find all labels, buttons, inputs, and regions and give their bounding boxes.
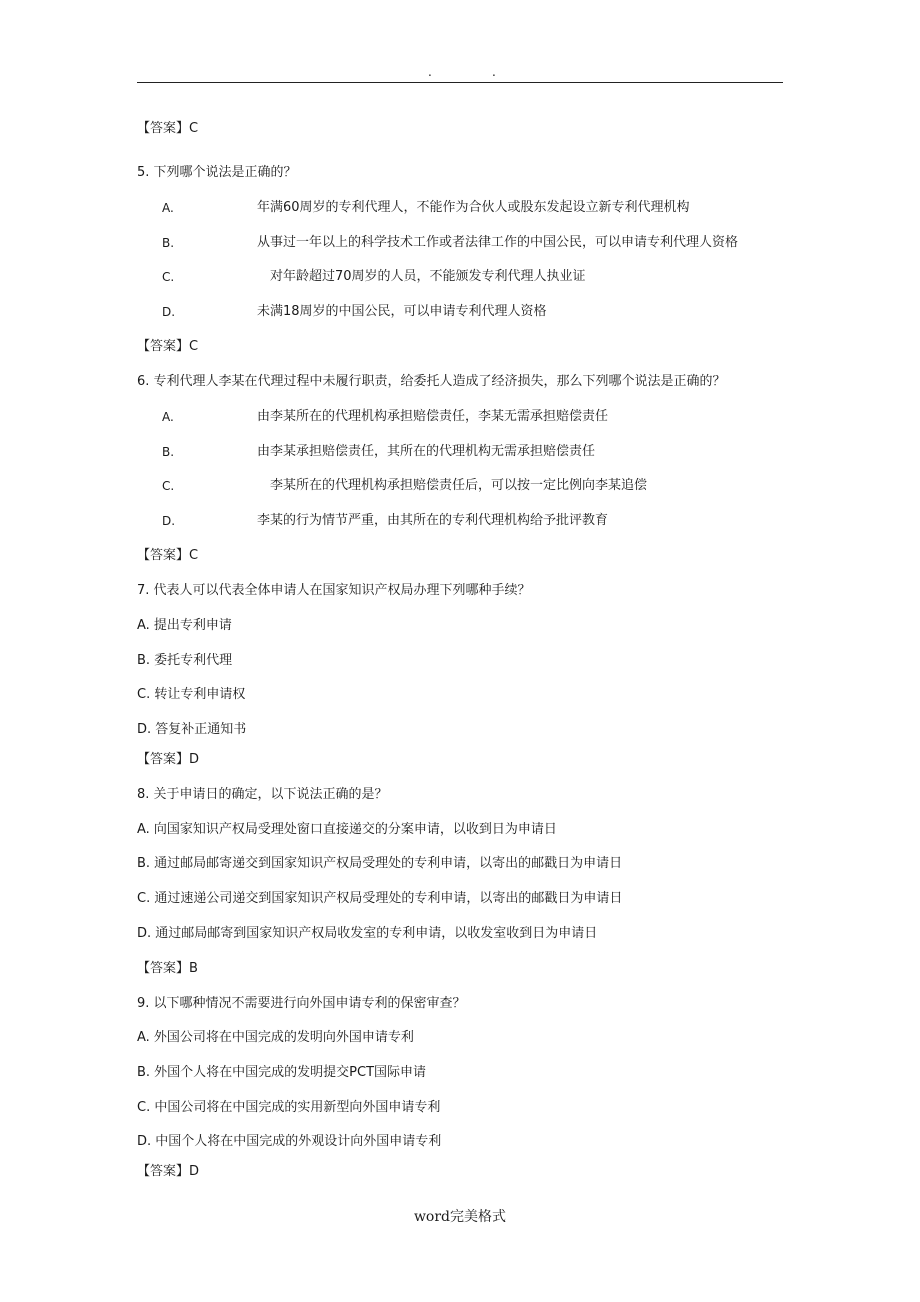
footer-text: word完美格式 — [413, 1209, 507, 1225]
answer-q5: 【答案】C — [137, 339, 199, 354]
q8-option-c: C. 通过速递公司递交到国家知识产权局受理处的专利申请，以寄出的邮戳日为申请日 — [137, 891, 623, 906]
q7-option-c: C. 转让专利申请权 — [137, 687, 246, 702]
q6-option-a-text: 由李某所在的代理机构承担赔偿责任，李某无需承担赔偿责任 — [257, 409, 609, 424]
q5-option-c-letter: C. — [162, 270, 175, 284]
answer-q9: 【答案】D — [137, 1164, 200, 1179]
q7-option-b: B. 委托专利代理 — [137, 653, 233, 668]
q6-option-b-text: 由李某承担赔偿责任，其所在的代理机构无需承担赔偿责任 — [257, 444, 596, 459]
q6-option-d-text: 李某的行为情节严重，由其所在的专利代理机构给予批评教育 — [257, 513, 609, 528]
q6-option-b-letter: B. — [162, 445, 175, 459]
q9-option-b: B. 外国个人将在中国完成的发明提交PCT国际申请 — [137, 1065, 427, 1080]
q8-option-a: A. 向国家知识产权局受理处窗口直接递交的分案申请，以收到日为申请日 — [137, 822, 557, 837]
q5-option-d-letter: D. — [162, 305, 176, 319]
q6-option-a-letter: A. — [162, 410, 174, 424]
answer-q8: 【答案】B — [137, 961, 198, 976]
q8-option-d: D. 通过邮局邮寄到国家知识产权局收发室的专利申请，以收发室收到日为申请日 — [137, 926, 598, 941]
q6-option-c-text: 李某所在的代理机构承担赔偿责任后，可以按一定比例向李某追偿 — [270, 478, 648, 493]
q6-option-d-letter: D. — [162, 514, 176, 528]
question-5-stem: 5. 下列哪个说法是正确的？ — [137, 165, 297, 180]
q7-option-a: A. 提出专利申请 — [137, 618, 232, 633]
question-7-stem: 7. 代表人可以代表全体申请人在国家知识产权局办理下列哪种手续？ — [137, 583, 531, 598]
q8-option-b: B. 通过邮局邮寄递交到国家知识产权局受理处的专利申请，以寄出的邮戳日为申请日 — [137, 856, 623, 871]
answer-q6: 【答案】C — [137, 548, 199, 563]
question-8-stem: 8. 关于申请日的确定，以下说法正确的是？ — [137, 787, 388, 802]
q9-option-a: A. 外国公司将在中国完成的发明向外国申请专利 — [137, 1030, 414, 1045]
q5-option-b-letter: B. — [162, 236, 175, 250]
question-9-stem: 9. 以下哪种情况不需要进行向外国申请专利的保密审查？ — [137, 996, 466, 1011]
q5-option-c-text: 对年龄超过70周岁的人员，不能颁发专利代理人执业证 — [270, 269, 586, 284]
q9-option-d: D. 中国个人将在中国完成的外观设计向外国申请专利 — [137, 1134, 442, 1149]
q5-option-a-text: 年满60周岁的专利代理人，不能作为合伙人或股东发起设立新专利代理机构 — [257, 200, 690, 215]
q5-option-d-text: 未满18周岁的中国公民，可以申请专利代理人资格 — [257, 304, 547, 319]
header-dots — [420, 62, 510, 82]
answer-q4: 【答案】C — [137, 121, 199, 136]
answer-q7: 【答案】D — [137, 752, 200, 767]
header-divider — [137, 82, 783, 83]
header-dot-right: . — [492, 65, 496, 79]
q5-option-a-letter: A. — [162, 201, 174, 215]
q5-option-b-text: 从事过一年以上的科学技术工作或者法律工作的中国公民，可以申请专利代理人资格 — [257, 235, 739, 250]
question-6-stem: 6. 专利代理人李某在代理过程中未履行职责，给委托人造成了经济损失，那么下列哪个说法是正确的？ — [137, 374, 726, 389]
q7-option-d: D. 答复补正通知书 — [137, 722, 247, 737]
q6-option-c-letter: C. — [162, 479, 175, 493]
q9-option-c: C. 中国公司将在中国完成的实用新型向外国申请专利 — [137, 1100, 441, 1115]
header-dot-left: . — [428, 65, 432, 79]
